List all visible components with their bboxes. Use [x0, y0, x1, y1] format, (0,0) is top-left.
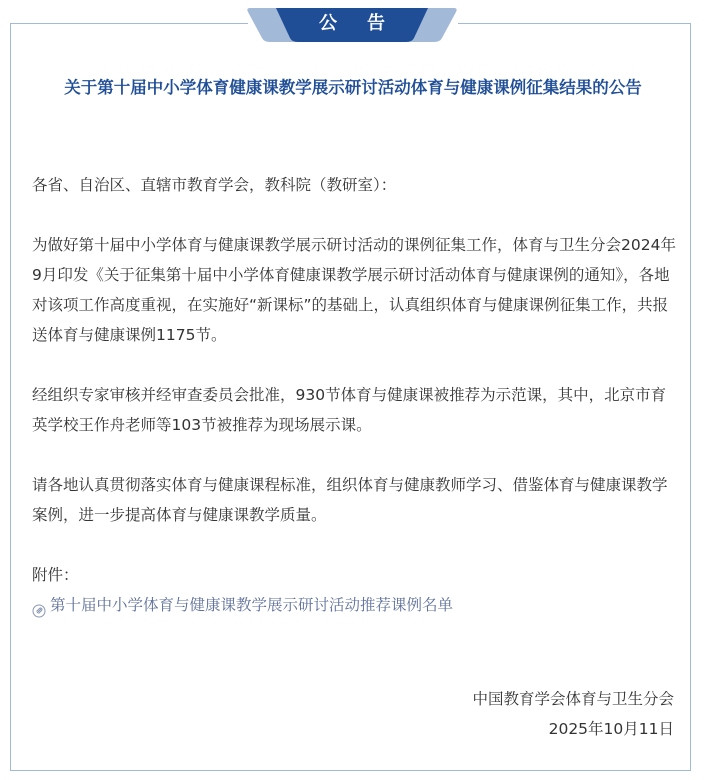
- paperclip-icon: [32, 598, 46, 612]
- salutation: 各省、自治区、直辖市教育学会，教科院（教研室）：: [32, 176, 397, 194]
- paragraph-2: 经组织专家审核并经审查委员会批准，930节体育与健康课被推荐为示范课，其中，北京市育英学校王作舟老师等103节被推荐为现场展示课。: [32, 386, 667, 434]
- notice-header-tab: [246, 6, 458, 42]
- attachment-link-text[interactable]: 第十届中小学体育与健康课教学展示研讨活动推荐课例名单: [50, 596, 454, 614]
- signature-organization: 中国教育学会体育与卫生分会: [472, 690, 674, 708]
- attachment-link[interactable]: [32, 590, 680, 620]
- signature-block: [472, 684, 674, 744]
- header-label: 公告: [319, 13, 415, 34]
- signature-date: 2025年10月11日: [548, 720, 674, 738]
- attachment-label: 附件：: [32, 566, 79, 584]
- paragraph-3: 请各地认真贯彻落实体育与健康课程标准，组织体育与健康教师学习、借鉴体育与健康课教学案例，进一步提高体育与健康课教学质量。: [32, 476, 668, 524]
- notice-body: [32, 170, 680, 620]
- paragraph-1: 为做好第十届中小学体育与健康课教学展示研讨活动的课例征集工作，体育与卫生分会2024年9月印发《关于征集第十届中小学体育健康课教学展示研讨活动体育与健康课例的通知》，各地对该项工作高度重视，在实施好“新课标”的基础上，认真组织体育与健康课例征集工作，共报送体育与健康课例1175节。: [32, 236, 676, 344]
- notice-title: 关于第十届中小学体育健康课教学展示研讨活动体育与健康课例征集结果的公告: [64, 78, 642, 97]
- frame-top-border-right: [458, 23, 691, 24]
- frame-top-border-left: [10, 23, 248, 24]
